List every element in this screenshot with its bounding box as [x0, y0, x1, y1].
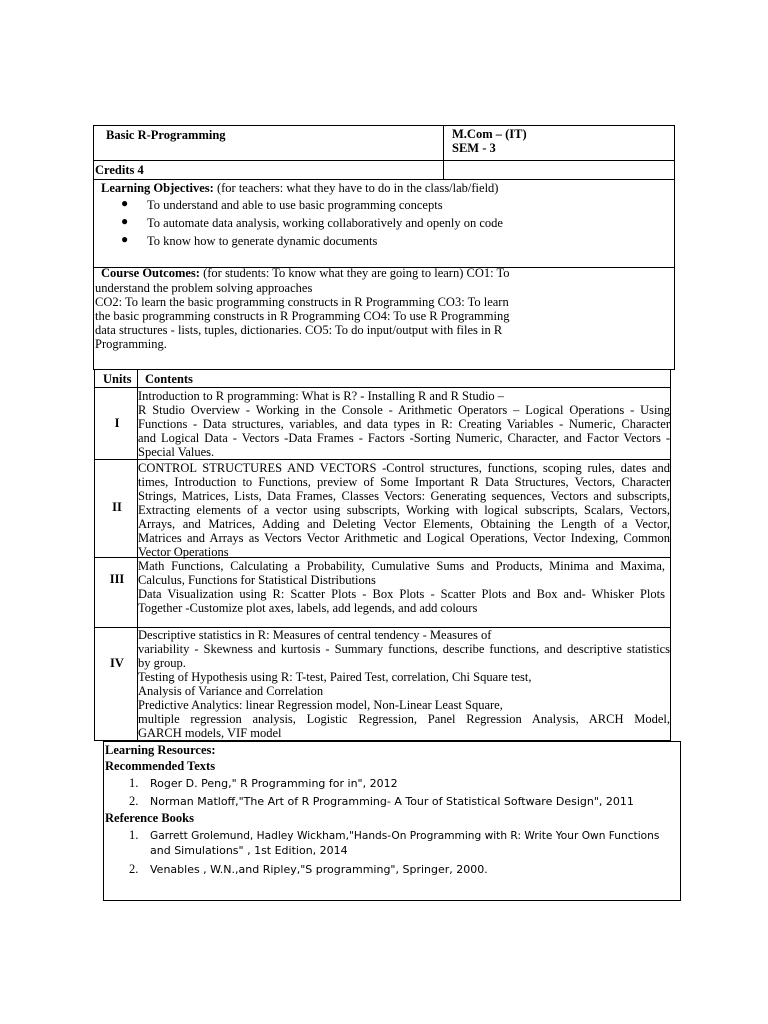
outcomes-text: Programming.: [95, 337, 167, 351]
unit-number: II: [112, 500, 122, 514]
content-line: variability - Skewness and kurtosis - Summary functions, describe functions, and descriptive statistics: [138, 642, 670, 656]
header-divider: [443, 125, 444, 180]
bullet-icon: ●: [121, 232, 129, 246]
list-number: 2.: [129, 794, 139, 808]
outcomes-text: understand the problem solving approaches: [95, 281, 313, 295]
outcomes-line: [101, 266, 510, 280]
objective-item: To know how to generate dynamic documents: [147, 234, 378, 248]
recommended-text-item: Roger D. Peng," R Programming for in", 2012: [150, 777, 398, 790]
content-line: Functions - Data structures, variables, and data types in R: Creating Variables - Numeric, Character: [138, 417, 670, 431]
unit-number: III: [109, 572, 125, 586]
program-label: M.Com – (IT): [452, 127, 527, 141]
reference-book-item: Venables , W.N.,and Ripley,"S programming", Springer, 2000.: [150, 863, 488, 876]
outcomes-text: data structures - lists, tuples, dictionaries. CO5: To do input/output with files in R: [95, 323, 503, 337]
list-number: 1.: [129, 776, 139, 790]
bullet-icon: ●: [121, 214, 129, 228]
content-line: Data Visualization using R: Scatter Plots - Box Plots - Scatter Plots and Box and- Whisker Plots: [138, 587, 665, 601]
content-line: Math Functions, Calculating a Probability, Cumulative Sums and Products, Minima and Maxima,: [138, 559, 665, 573]
unit-contents: [138, 559, 665, 615]
content-line: Arrays, and Matrices, Adding and Deleting Vector Elements, Obtaining the Length of a Vector,: [138, 517, 670, 531]
content-line: Testing of Hypothesis using R: T-test, Paired Test, correlation, Chi Square test,: [138, 670, 532, 684]
units-column-header: Units: [103, 372, 132, 386]
outcomes-text: the basic programming constructs in R Programming CO4: To use R Programming: [95, 309, 510, 323]
unit-contents: [138, 389, 670, 459]
course-title: Basic R-Programming: [106, 128, 226, 142]
content-line: Analysis of Variance and Correlation: [138, 684, 324, 698]
semester-label: SEM - 3: [452, 141, 496, 155]
units-row-divider: [94, 459, 671, 460]
outcomes-text: CO2: To learn the basic programming constructs in R Programming CO3: To learn: [95, 295, 509, 309]
outcomes-heading: Course Outcomes:: [101, 266, 200, 280]
content-line: CONTROL STRUCTURES AND VECTORS -Control structures, functions, scoping rules, dates and: [138, 461, 670, 475]
content-line: Strings, Matrices, Lists, Data Frames, Classes Vectors: Generating sequences, Vectors and subscripts,: [138, 489, 670, 503]
objective-item: To understand and able to use basic programming concepts: [147, 198, 443, 212]
content-line: R Studio Overview - Working in the Console - Arithmetic Operators – Logical Operations - Using: [138, 403, 670, 417]
resources-heading: Learning Resources:: [105, 743, 216, 757]
content-line: Together -Customize plot axes, labels, add legends, and add colours: [138, 601, 478, 615]
outcomes-text: (for students: To know what they are going to learn) CO1: To: [203, 266, 510, 280]
objectives-note: (for teachers: what they have to do in the class/lab/field): [216, 181, 499, 195]
recommended-text-item: Norman Matloff,"The Art of R Programming- A Tour of Statistical Software Design", 2011: [150, 795, 634, 808]
header-row-divider: [93, 160, 675, 161]
recommended-texts-heading: Recommended Texts: [105, 759, 216, 773]
credits-label: Credits 4: [95, 163, 144, 177]
content-line: Descriptive statistics in R: Measures of central tendency - Measures of: [138, 628, 492, 642]
content-line: by group.: [138, 656, 186, 670]
content-line: times, Introduction to Functions, preview of Some Important R Data Structures, Vectors, Character: [138, 475, 670, 489]
reference-book-item-continued: and Simulations" , 1st Edition, 2014: [150, 844, 348, 857]
list-number: 1.: [129, 828, 139, 842]
content-line: Special Values.: [138, 445, 215, 459]
content-line: Matrices and Arrays as Vectors Vector Arithmetic and Logical Operations, Vector Indexing, Common: [138, 531, 670, 545]
bullet-icon: ●: [121, 196, 129, 210]
objectives-heading-line: [101, 181, 498, 195]
content-line: Calculus, Functions for Statistical Distributions: [138, 573, 376, 587]
unit-number: IV: [110, 656, 124, 670]
list-number: 2.: [129, 862, 139, 876]
reference-book-item: Garrett Grolemund, Hadley Wickham,"Hands-On Programming with R: Write Your Own Functions: [150, 830, 660, 842]
content-line: GARCH models, VIF model: [138, 726, 282, 740]
reference-books-heading: Reference Books: [105, 811, 194, 825]
unit-contents: [138, 628, 670, 740]
unit-number: I: [114, 416, 120, 430]
unit-contents: [138, 461, 670, 559]
content-line: Introduction to R programming: What is R? - Installing R and R Studio –: [138, 389, 505, 403]
content-line: multiple regression analysis, Logistic Regression, Panel Regression Analysis, ARCH Model,: [138, 712, 670, 726]
content-line: Predictive Analytics: linear Regression model, Non-Linear Least Square,: [138, 698, 503, 712]
contents-column-header: Contents: [145, 372, 193, 386]
objectives-heading: Learning Objectives:: [101, 181, 214, 195]
objective-item: To automate data analysis, working collaboratively and openly on code: [147, 216, 503, 230]
units-row-divider: [94, 387, 671, 388]
content-line: Extracting elements of a vector using subscripts, Working with logical subscripts, Scalars, Vectors,: [138, 503, 670, 517]
content-line: and Logical Data - Vectors -Data Frames - Factors -Sorting Numeric, Character, and Factor Vectors -: [138, 431, 670, 445]
content-line: Vector Operations: [138, 545, 229, 559]
